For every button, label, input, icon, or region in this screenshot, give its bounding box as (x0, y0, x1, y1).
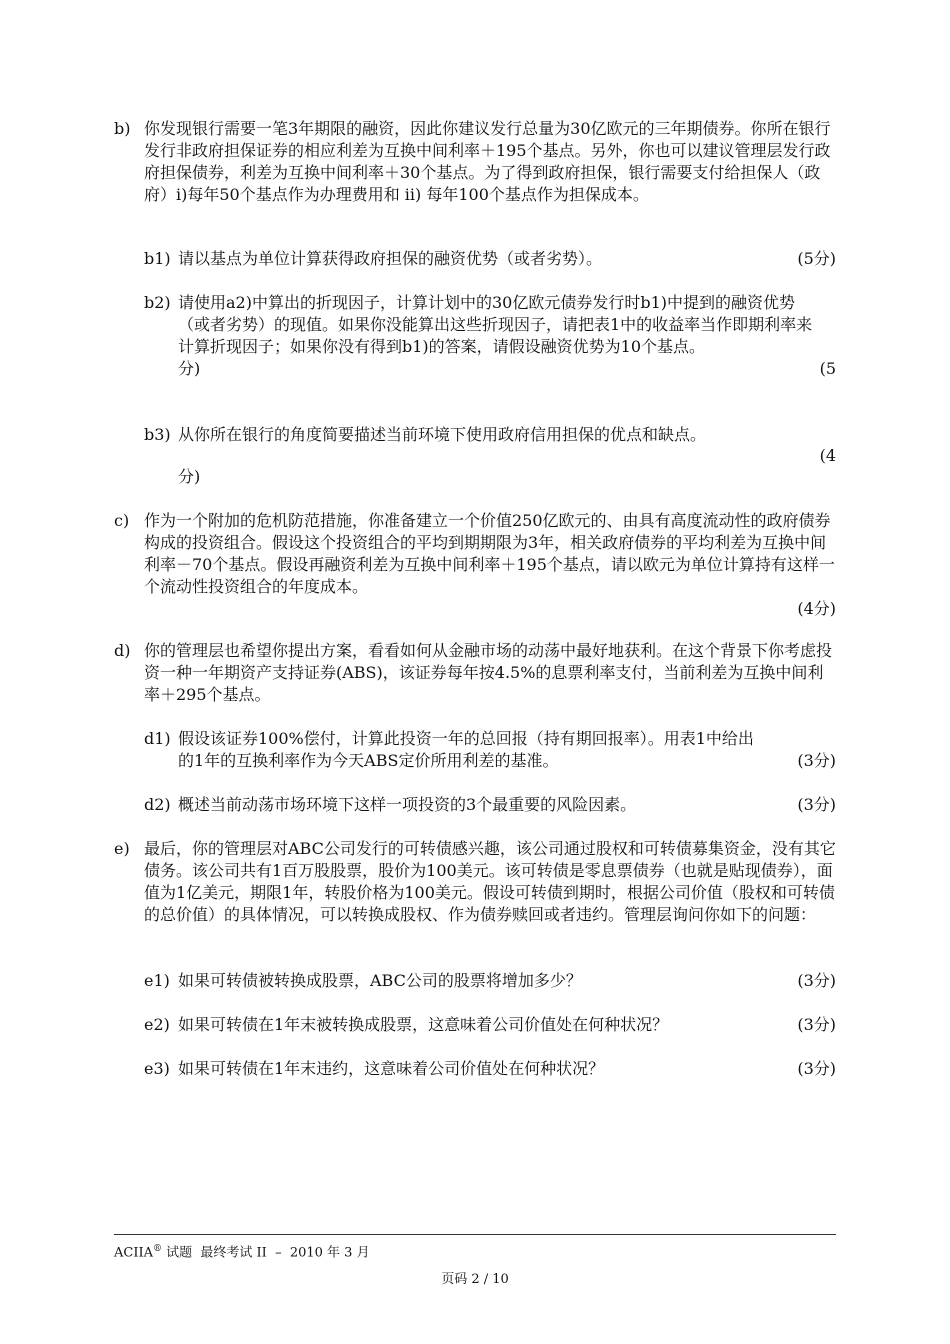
question-text: 你发现银行需要一笔3年期限的融资，因此你建议发行总量为30亿欧元的三年期债券。你所在银行发行非政府担保证券的相应利差为互换中间利率＋195个基点。另外，你也可以建议管理层发行政府担保债券，利差为互换中间利率＋30个基点。为了得到政府担保，银行需要支付给担保人（政府）i)每年50个基点作为办理费用和 ii) 每年100个基点作为担保成本。 (144, 119, 831, 204)
subquestion-label: e2) (144, 1015, 170, 1034)
subquestion-label: e3) (144, 1059, 170, 1078)
score-label: (3分) (797, 1059, 836, 1078)
subquestion-text: 请使用a2)中算出的折现因子，计算计划中的30亿欧元债券发行时b1)中提到的融资优势（或者劣势）的现值。如果你没能算出这些折现因子，请把表1中的收益率当作即期利率来计算折现因子；如果你没有得到b1)的答案，请假设融资优势为10个基点。 (178, 293, 813, 356)
score-label-continued: 分) (178, 359, 201, 378)
registered-mark: ® (153, 1244, 162, 1254)
footer-exam-info (114, 1240, 370, 1262)
subquestion-label: d1) (144, 729, 171, 748)
subquestion-d1 (144, 728, 836, 772)
subquestion-label: d2) (144, 795, 171, 814)
score-label: (3分) (797, 971, 836, 990)
subquestion-text: 如果可转债在1年末被转换成股票，这意味着公司价值处在何种状况？ (178, 1015, 669, 1034)
score-label: (5 (819, 359, 836, 378)
subquestion-text: 如果可转债在1年末违约，这意味着公司价值处在何种状况？ (178, 1059, 605, 1078)
question-label: e) (114, 839, 130, 858)
score-label-continued: 分) (178, 467, 201, 486)
question-e (114, 838, 836, 926)
subquestion-text: 如果可转债被转换成股票，ABC公司的股票将增加多少？ (178, 971, 582, 990)
question-text: 最后，你的管理层对ABC公司发行的可转债感兴趣，该公司通过股权和可转债募集资金，没有其它债务。该公司共有1百万股股票，股价为100美元。该可转债是零息票债券（也就是贴现债券），面值为1亿美元，期限1年，转股价格为100美元。假设可转债到期时，根据公司价值（股权和可转债的总价值）的具体情况，可以转换成股权、作为债券赎回或者违约。管理层询问你如下的问题： (144, 839, 836, 924)
subquestion-label: b1) (144, 249, 171, 268)
subquestion-e3 (144, 1058, 836, 1080)
subquestion-text: 假设该证券100%偿付，计算此投资一年的总回报（持有期回报率）。用表1中给出的1年的互换利率作为今天ABS定价所用利差的基准。 (178, 729, 754, 770)
question-b (114, 118, 836, 206)
footer-divider (114, 1234, 836, 1235)
question-label: d) (114, 641, 131, 660)
footer-exam-title: 试题 最终考试 II – 2010 年 3 月 (162, 1245, 370, 1261)
page-number: 页码 2 / 10 (441, 1272, 509, 1287)
subquestion-label: e1) (144, 971, 170, 990)
question-d (114, 640, 836, 706)
score-label: (4 (819, 446, 836, 465)
footer-org: ACIIA (114, 1245, 153, 1261)
subquestion-label: b2) (144, 293, 171, 312)
subquestion-text: 从你所在银行的角度简要描述当前环境下使用政府信用担保的优点和缺点。 (178, 425, 707, 444)
question-label: b) (114, 119, 131, 138)
question-text: 作为一个附加的危机防范措施，你准备建立一个价值250亿欧元的、由具有高度流动性的政府债券构成的投资组合。假设这个投资组合的平均到期期限为3年，相关政府债券的平均利差为互换中间利率－70个基点。假设再融资利差为互换中间利率＋195个基点，请以欧元为单位计算持有这样一个流动性投资组合的年度成本。 (144, 511, 835, 596)
question-c (114, 510, 836, 620)
subquestion-text: 概述当前动荡市场环境下这样一项投资的3个最重要的风险因素。 (178, 795, 637, 814)
score-label: (3分) (797, 795, 836, 814)
subquestion-label: b3) (144, 425, 171, 444)
subquestion-b2 (144, 292, 836, 380)
question-text: 你的管理层也希望你提出方案，看看如何从金融市场的动荡中最好地获利。在这个背景下你考虑投资一种一年期资产支持证券(ABS)，该证券每年按4.5%的息票利率支付，当前利差为互换中间利率＋295个基点。 (144, 641, 833, 704)
subquestion-e1 (144, 970, 836, 992)
score-label: (5分) (797, 249, 836, 268)
subquestion-text: 请以基点为单位计算获得政府担保的融资优势（或者劣势）。 (178, 249, 603, 268)
subquestion-b3 (144, 424, 836, 488)
score-label: (3分) (797, 751, 836, 770)
subquestion-b1 (144, 248, 836, 270)
question-label: c) (114, 511, 130, 530)
score-label: (4分) (797, 599, 836, 618)
subquestion-d2 (144, 794, 836, 816)
score-label: (3分) (797, 1015, 836, 1034)
subquestion-e2 (144, 1014, 836, 1036)
